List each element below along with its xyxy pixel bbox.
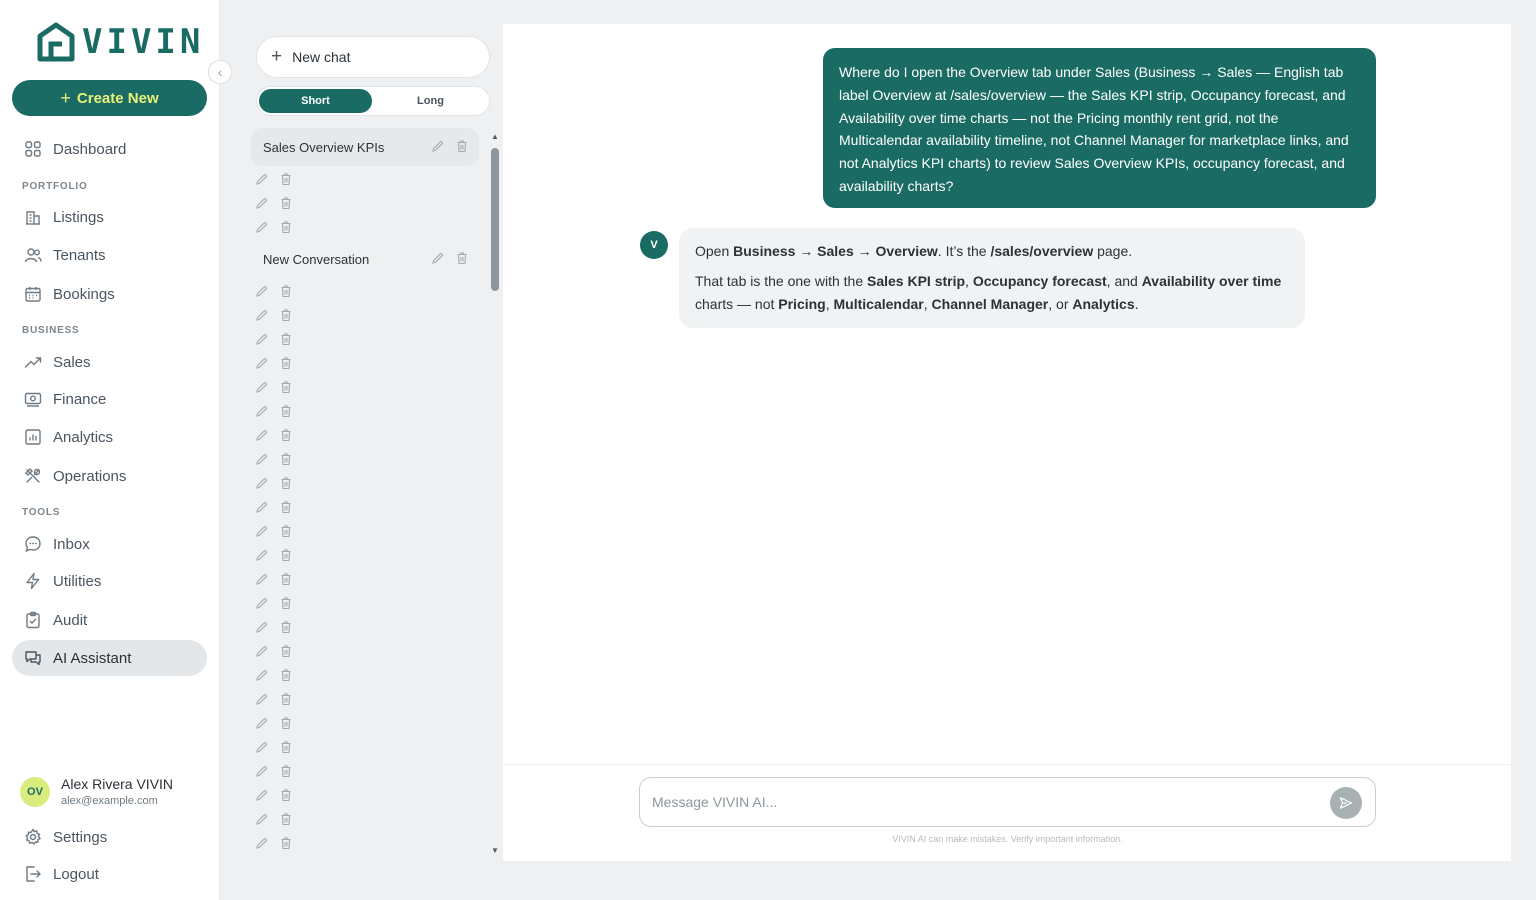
conversation-item-untitled[interactable] (255, 812, 293, 826)
trending-up-icon (24, 353, 42, 371)
conversation-item-untitled[interactable] (255, 596, 293, 610)
sidebar-item-listings[interactable] (12, 199, 207, 235)
conversation-item-untitled[interactable] (255, 196, 293, 210)
trash-icon[interactable] (279, 500, 293, 514)
assistant-message (679, 228, 1305, 328)
conversation-item-untitled[interactable] (255, 308, 293, 322)
pencil-icon[interactable] (255, 836, 269, 850)
pencil-icon[interactable] (255, 332, 269, 346)
conversation-item-untitled[interactable] (255, 220, 293, 234)
text-run: , and (1106, 273, 1142, 289)
sidebar-item-label: Listings (53, 208, 104, 226)
sidebar-item-label: Sales (53, 353, 91, 371)
tools-icon (24, 467, 42, 485)
pencil-icon[interactable] (255, 404, 269, 418)
pencil-icon[interactable] (431, 251, 445, 265)
response-length-toggle (256, 86, 490, 116)
text-run: page. (1093, 243, 1133, 259)
composer-divider (503, 764, 1511, 765)
trash-icon[interactable] (279, 620, 293, 634)
section-label-business: BUSINESS (22, 325, 80, 336)
plus-icon: + (60, 87, 71, 108)
user-email: alex@example.com (61, 795, 158, 807)
bold-run: Channel Manager (931, 296, 1049, 312)
pencil-icon[interactable] (255, 620, 269, 634)
trash-icon[interactable] (279, 452, 293, 466)
pencil-icon[interactable] (255, 308, 269, 322)
conversation-item-untitled[interactable] (255, 788, 293, 802)
bold-run: Occupancy forecast (972, 273, 1107, 289)
sidebar-item-label: Tenants (53, 246, 106, 264)
chat-bubbles-icon (24, 649, 42, 667)
text-run: . It’s the (937, 243, 991, 259)
sidebar-item-dashboard[interactable] (12, 131, 207, 167)
sidebar-item-finance[interactable] (12, 381, 207, 417)
pencil-icon[interactable] (255, 284, 269, 298)
zap-icon (24, 572, 42, 590)
clipboard-check-icon (24, 611, 42, 629)
calendar-icon (24, 285, 42, 303)
house-logo-icon (36, 22, 76, 62)
text-run: That tab is the one with the (695, 273, 867, 289)
assistant-paragraph (695, 240, 1289, 263)
settings-label: Settings (53, 828, 108, 846)
pencil-icon[interactable] (255, 740, 269, 754)
conversation-item-selected[interactable] (251, 128, 479, 166)
trash-icon[interactable] (279, 596, 293, 610)
trash-icon[interactable] (279, 380, 293, 394)
create-new-label: Create New (76, 89, 159, 107)
trash-icon[interactable] (455, 139, 469, 153)
building-icon (24, 208, 42, 226)
trash-icon[interactable] (279, 284, 293, 298)
sidebar-item-operations[interactable] (12, 458, 207, 494)
pencil-icon[interactable] (431, 139, 445, 153)
scroll-down-icon[interactable]: ▼ (491, 846, 499, 855)
pencil-icon[interactable] (255, 500, 269, 514)
conversation-item-untitled[interactable] (255, 740, 293, 754)
pencil-icon[interactable] (255, 692, 269, 706)
bar-chart-icon (24, 428, 42, 446)
message-circle-icon (24, 535, 42, 553)
text-run: Open (695, 243, 734, 259)
chevron-left-icon: ‹ (217, 64, 223, 80)
conversation-item-untitled[interactable] (255, 524, 293, 538)
conversation-item-untitled[interactable] (255, 548, 293, 562)
logo-text: VIVIN (82, 22, 205, 62)
text-run: , (965, 273, 973, 289)
pencil-icon[interactable] (255, 596, 269, 610)
sidebar-item-label: Inbox (53, 535, 90, 553)
trash-icon[interactable] (279, 172, 293, 186)
trash-icon[interactable] (279, 404, 293, 418)
pencil-icon[interactable] (255, 356, 269, 370)
bold-run: Business → Sales → Overview (733, 243, 938, 259)
trash-icon[interactable] (279, 740, 293, 754)
toggle-short[interactable]: Short (259, 89, 372, 113)
sidebar-item-label: Audit (53, 611, 88, 629)
collapse-sidebar-button[interactable] (208, 60, 232, 84)
toggle-long[interactable]: Long (417, 95, 444, 107)
pencil-icon[interactable] (255, 380, 269, 394)
text-run: , (923, 296, 932, 312)
assistant-paragraph (695, 270, 1289, 316)
conversation-item-untitled[interactable] (255, 332, 293, 346)
banknote-icon (24, 390, 42, 408)
grid-icon (24, 140, 42, 158)
conversation-title: Sales Overview KPIs (263, 139, 385, 155)
pencil-icon[interactable] (255, 716, 269, 730)
trash-icon[interactable] (279, 220, 293, 234)
conversation-item-untitled[interactable] (255, 428, 293, 442)
new-chat-label: New chat (292, 49, 351, 65)
trash-icon[interactable] (279, 356, 293, 370)
scrollbar-thumb[interactable] (491, 148, 499, 291)
section-label-portfolio: PORTFOLIO (22, 181, 88, 192)
trash-icon[interactable] (279, 196, 293, 210)
trash-icon[interactable] (279, 668, 293, 682)
sidebar-item-label: AI Assistant (53, 649, 132, 667)
message-input[interactable] (652, 778, 1312, 826)
sidebar-item-bookings[interactable] (12, 276, 207, 312)
trash-icon[interactable] (279, 644, 293, 658)
conversation-title: New Conversation (263, 251, 370, 267)
pencil-icon[interactable] (255, 196, 269, 210)
pencil-icon[interactable] (255, 764, 269, 778)
pencil-icon[interactable] (255, 812, 269, 826)
trash-icon[interactable] (279, 428, 293, 442)
sidebar-item-inbox[interactable] (12, 526, 207, 562)
trash-icon[interactable] (279, 692, 293, 706)
trash-icon[interactable] (279, 788, 293, 802)
conversation-item-untitled[interactable] (255, 404, 293, 418)
sidebar-item-label: Operations (53, 467, 127, 485)
users-icon (24, 246, 42, 264)
conversation-item-untitled[interactable] (255, 620, 293, 634)
new-chat-button[interactable] (256, 36, 490, 78)
text-run: . (1134, 296, 1139, 312)
trash-icon[interactable] (279, 836, 293, 850)
bold-run: Pricing (778, 296, 826, 312)
scroll-up-icon[interactable]: ▲ (491, 132, 499, 141)
trash-icon[interactable] (279, 812, 293, 826)
plus-icon: + (271, 46, 283, 67)
conversation-item-untitled[interactable] (255, 284, 293, 298)
send-button[interactable] (1330, 787, 1362, 819)
bold-run: Availability over time (1141, 273, 1282, 289)
trash-icon[interactable] (279, 548, 293, 562)
conversation-item-untitled[interactable] (255, 764, 293, 778)
user-message: Where do I open the Overview tab under Sales (Business → Sales — English tab label Overview at /sales/overview — the Sales KPI strip, Occupancy forecast, and Availability over time charts — not the Pricing monthly rent grid, not the Multicalendar availability timeline, not Channel Manager for marketplace links, and not Analytics KPI charts) to review Sales Overview KPIs, occupancy forecast, and availability charts? (823, 48, 1376, 208)
conversation-item-untitled[interactable] (255, 356, 293, 370)
create-new-button[interactable] (12, 80, 207, 116)
trash-icon[interactable] (279, 572, 293, 586)
pencil-icon[interactable] (255, 644, 269, 658)
trash-icon[interactable] (279, 764, 293, 778)
trash-icon[interactable] (279, 716, 293, 730)
sidebar-item-analytics[interactable] (12, 419, 207, 455)
trash-icon[interactable] (279, 524, 293, 538)
conversation-item-untitled[interactable] (255, 452, 293, 466)
conversation-item-untitled[interactable] (255, 644, 293, 658)
pencil-icon[interactable] (255, 524, 269, 538)
send-icon (1339, 796, 1353, 810)
section-label-tools: TOOLS (22, 507, 61, 518)
sidebar-item-label: Finance (53, 390, 107, 408)
gear-icon (24, 828, 42, 846)
sidebar (0, 0, 220, 900)
conversation-item-untitled[interactable] (255, 836, 293, 850)
conversation-item-untitled[interactable] (255, 172, 293, 186)
logout-link[interactable] (12, 856, 207, 892)
bold-run: Multicalendar (833, 296, 924, 312)
sidebar-item-sales[interactable] (12, 344, 207, 380)
bold-run: Analytics (1072, 296, 1135, 312)
ai-disclaimer: VIVIN AI can make mistakes. Verify important information. (892, 834, 1123, 844)
bold-run: /sales/overview (990, 243, 1094, 259)
assistant-avatar: V (640, 231, 668, 259)
pencil-icon[interactable] (255, 476, 269, 490)
sidebar-item-tenants[interactable] (12, 237, 207, 273)
text-run: , (825, 296, 834, 312)
conversation-item-untitled[interactable] (255, 476, 293, 490)
conversation-item-untitled[interactable] (255, 692, 293, 706)
conversation-item-untitled[interactable] (255, 500, 293, 514)
sidebar-item-label: Bookings (53, 285, 115, 303)
user-profile[interactable] (20, 776, 173, 807)
sidebar-item-label: Analytics (53, 428, 114, 446)
sidebar-item-utilities[interactable] (12, 563, 207, 599)
sidebar-item-ai-assistant[interactable] (12, 640, 207, 676)
settings-link[interactable] (12, 819, 207, 855)
logout-label: Logout (53, 865, 99, 883)
text-run: , or (1048, 296, 1073, 312)
conversation-item-untitled[interactable] (255, 572, 293, 586)
pencil-icon[interactable] (255, 788, 269, 802)
trash-icon[interactable] (279, 476, 293, 490)
conversation-list-scrollbar[interactable] (490, 130, 500, 858)
sidebar-item-label: Utilities (53, 572, 102, 590)
conversation-item-untitled[interactable] (255, 716, 293, 730)
pencil-icon[interactable] (255, 668, 269, 682)
pencil-icon[interactable] (255, 172, 269, 186)
chat-main (503, 24, 1511, 861)
pencil-icon[interactable] (255, 220, 269, 234)
conversation-item-untitled[interactable] (255, 668, 293, 682)
user-name: Alex Rivera VIVIN (61, 776, 174, 792)
trash-icon[interactable] (279, 308, 293, 322)
trash-icon[interactable] (455, 251, 469, 265)
bold-run: Sales KPI strip (867, 273, 966, 289)
pencil-icon[interactable] (255, 452, 269, 466)
pencil-icon[interactable] (255, 548, 269, 562)
trash-icon[interactable] (279, 332, 293, 346)
avatar: OV (20, 777, 50, 807)
logout-icon (24, 865, 42, 883)
message-composer (639, 777, 1376, 827)
conversation-list (248, 128, 486, 858)
conversation-item[interactable] (251, 240, 479, 278)
sidebar-item-label: Dashboard (53, 140, 127, 158)
pencil-icon[interactable] (255, 428, 269, 442)
sidebar-item-audit[interactable] (12, 602, 207, 638)
text-run: charts — not (695, 296, 779, 312)
conversation-item-untitled[interactable] (255, 380, 293, 394)
pencil-icon[interactable] (255, 572, 269, 586)
vivin-logo[interactable] (36, 22, 204, 62)
